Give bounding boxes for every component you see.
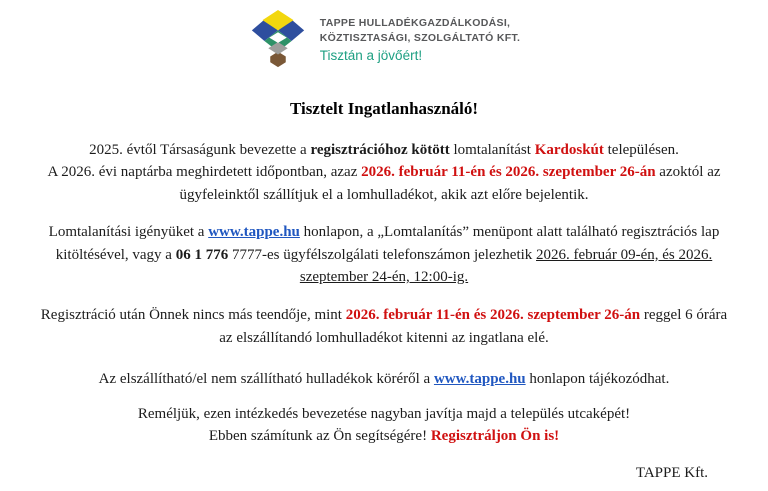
text-run: Lomtalanítási igényüket a	[48, 224, 209, 241]
text-line	[10, 304, 758, 326]
text-line	[10, 244, 758, 266]
text-line	[10, 425, 758, 447]
letter-salutation-title: Tisztelt Ingatlanhasználó!	[289, 99, 479, 118]
paragraph-registration-howto	[0, 221, 768, 288]
text-run: azoktól az	[655, 164, 721, 181]
tappe-website-link[interactable]: www.tappe.hu	[208, 224, 300, 241]
text-run: A 2026. évi naptárba meghirdetett időpontban, azaz	[47, 164, 362, 181]
highlight-kardoskut: Kardoskút	[534, 142, 604, 158]
text-run: Ebben számítunk az Ön segítségére!	[208, 428, 431, 445]
highlight-collection-dates: 2026. február 11-én és 2026. szeptember 26-án	[345, 307, 641, 324]
text-line	[10, 221, 758, 243]
text-run: 7777-es ügyfélszolgálati telefonszámon jelezhetik	[228, 246, 537, 263]
text-line	[10, 368, 758, 390]
paragraph-intro	[0, 139, 768, 206]
cta-register-highlight: Regisztráljon Ön is!	[430, 428, 560, 445]
emphasis-registration-bound: regisztrációhoz kötött	[310, 142, 450, 158]
text-line	[10, 161, 758, 183]
text-run: kitöltésével, vagy a	[55, 246, 176, 263]
signature: TAPPE Kft.	[635, 465, 708, 482]
text-run: honlapon tájékozódhat.	[525, 371, 670, 388]
text-run: reggel 6 órára	[640, 307, 728, 324]
company-name-line2: KÖZTISZTASÁGI, SZOLGÁLTATÓ KFT.	[319, 31, 521, 44]
company-logo	[0, 0, 768, 72]
company-name-line1: TAPPE HULLADÉKGAZDÁLKODÁSI,	[319, 16, 511, 29]
paragraph-after-registration	[0, 304, 768, 349]
text-run: településen.	[603, 142, 679, 158]
text-line	[10, 184, 758, 206]
text-run: az elszállítandó lomhulladékot kitenni az ingatlana elé.	[219, 329, 549, 346]
phone-number-bold: 06 1 776	[175, 246, 229, 263]
text-line	[10, 139, 758, 161]
text-run: lomtalanítást	[449, 142, 535, 158]
text-run: Az elszállítható/el nem szállítható hulladékok köréről a	[98, 371, 434, 388]
text-line	[10, 403, 758, 425]
paragraph-waste-types-info	[0, 368, 768, 390]
company-slogan: Tisztán a jövőért!	[319, 47, 423, 63]
paragraph-closing	[0, 403, 768, 448]
deadline-underline: szeptember 24-én, 12:00-ig.	[299, 269, 469, 286]
text-run: 2025. évtől Társaságunk bevezette a	[89, 142, 311, 158]
tappe-website-link[interactable]: www.tappe.hu	[433, 371, 526, 388]
highlight-collection-dates: 2026. február 11-én és 2026. szeptember 26-án	[361, 164, 656, 181]
text-run: Regisztráció után Önnek nincs más teendője, mint	[40, 307, 346, 324]
deadline-underline: 2026. február 09-én, és 2026.	[536, 246, 713, 263]
tappe-diamond-logo-icon	[248, 9, 308, 71]
text-run: honlapon, a „Lomtalanítás” menüpont alatt található regisztrációs lap	[299, 224, 720, 241]
text-line	[10, 327, 758, 349]
text-run: ügyfeleinktől szállítjuk el a lomhulladékot, akik azt előre bejelentik.	[179, 186, 589, 203]
text-run: Reméljük, ezen intézkedés bevezetése nagyban javítja majd a település utcaképét!	[137, 405, 631, 422]
logo-text-block	[320, 16, 520, 65]
text-line	[10, 266, 758, 288]
